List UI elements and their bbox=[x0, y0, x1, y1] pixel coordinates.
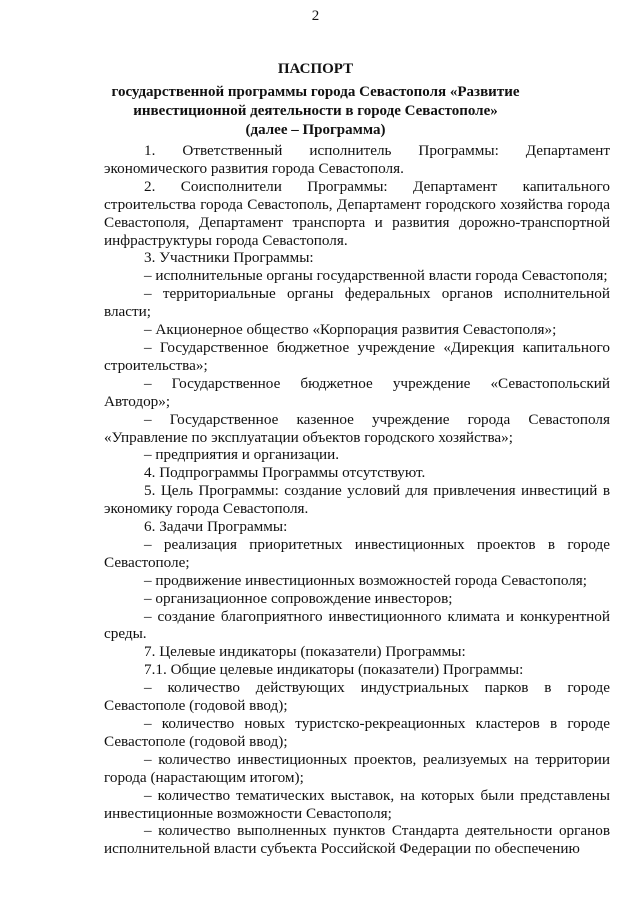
paragraph: – Государственное бюджетное учреждение «Дирекция капитального строительства»; bbox=[104, 338, 610, 374]
paragraph: – количество выполненных пунктов Стандарта деятельности органов исполнительной власти субъекта Российской Федерации по обеспечению bbox=[104, 822, 610, 858]
paragraph: 2. Соисполнители Программы: Департамент капитального строительства города Севастополь, Департамент городского хозяйства города Севастополя, Департамент транспорта и развития дорожно-транспортной инфраструктуры города Севастополя. bbox=[104, 177, 610, 249]
title-line-2: инвестиционной деятельности в городе Севастополе» bbox=[133, 103, 498, 119]
title-heading: ПАСПОРТ bbox=[277, 61, 354, 77]
paragraph: – исполнительные органы государственной власти города Севастополя; bbox=[144, 267, 608, 285]
document-body bbox=[104, 142, 610, 858]
paragraph: – количество тематических выставок, на которых были представлены инвестиционные возможности Севастополя; bbox=[104, 786, 610, 822]
title-line-3: (далее – Программа) bbox=[245, 122, 386, 138]
paragraph: – предприятия и организации. bbox=[144, 446, 340, 464]
paragraph: 3. Участники Программы: bbox=[144, 249, 314, 267]
paragraph: 7.1. Общие целевые индикаторы (показатели) Программы: bbox=[144, 661, 524, 679]
paragraph: – количество новых туристско-рекреационных кластеров в городе Севастополе (годовой ввод); bbox=[104, 715, 610, 750]
paragraph: – создание благоприятного инвестиционного климата и конкурентной среды. bbox=[104, 607, 610, 643]
paragraph: – реализация приоритетных инвестиционных проектов в городе Севастополе; bbox=[104, 535, 610, 571]
page-number: 2 bbox=[311, 8, 320, 24]
paragraph: 5. Цель Программы: создание условий для привлечения инвестиций в экономику города Севастополя. bbox=[104, 482, 610, 518]
document-title bbox=[0, 60, 631, 140]
paragraph: 4. Подпрограммы Программы отсутствуют. bbox=[144, 464, 426, 482]
paragraph: – территориальные органы федеральных органов исполнительной власти; bbox=[104, 285, 610, 321]
paragraph: 6. Задачи Программы: bbox=[144, 518, 288, 536]
paragraph: 7. Целевые индикаторы (показатели) Программы: bbox=[144, 643, 466, 661]
paragraph: – Акционерное общество «Корпорация развития Севастополя»; bbox=[144, 321, 557, 339]
paragraph: – Государственное бюджетное учреждение «Севастопольский Автодор»; bbox=[104, 374, 610, 410]
title-line-1: государственной программы города Севастополя «Развитие bbox=[111, 84, 520, 100]
paragraph: – Государственное казенное учреждение города Севастополя «Управление по эксплуатации объектов городского хозяйства»; bbox=[104, 410, 610, 446]
paragraph: 1. Ответственный исполнитель Программы: Департамент экономического развития города Севастополя. bbox=[104, 142, 610, 177]
paragraph: – продвижение инвестиционных возможностей города Севастополя; bbox=[144, 571, 587, 589]
paragraph: – количество действующих индустриальных парков в городе Севастополе (годовой ввод); bbox=[104, 679, 610, 715]
paragraph: – организационное сопровождение инвесторов; bbox=[144, 589, 453, 607]
paragraph: – количество инвестиционных проектов, реализуемых на территории города (нарастающим итогом); bbox=[104, 750, 610, 786]
